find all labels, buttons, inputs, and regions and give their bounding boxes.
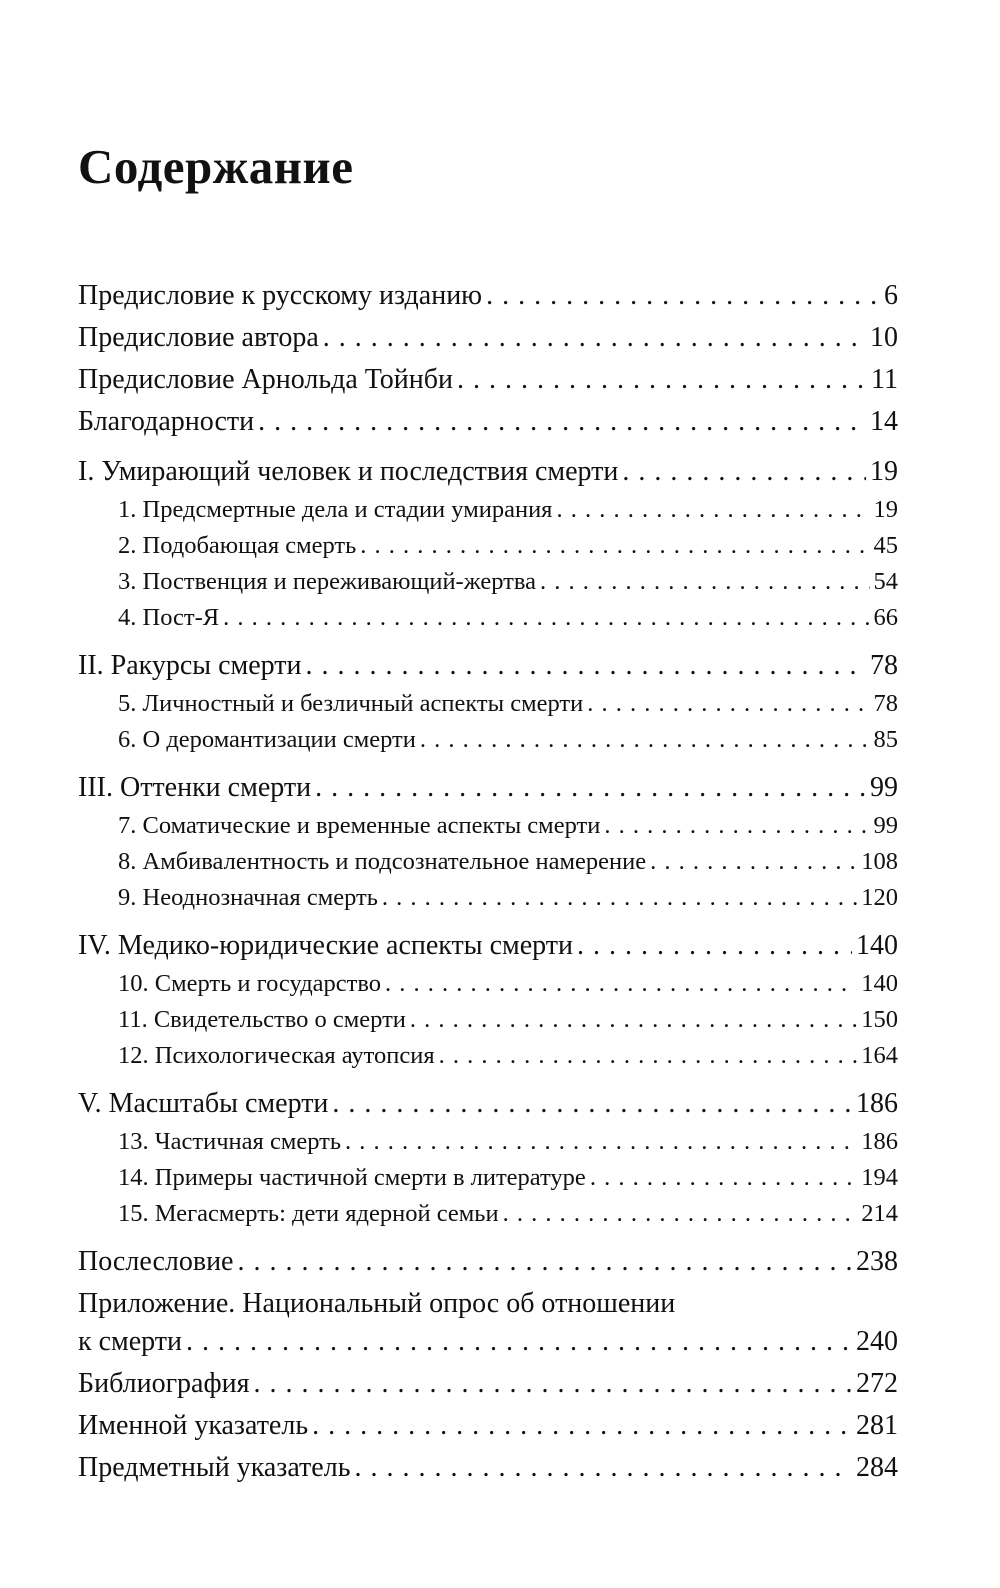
toc-chapter [78, 1128, 898, 1156]
leader-dots [254, 1368, 853, 1400]
toc-entry-label: I. Умирающий человек и последствия смерти [78, 456, 619, 487]
toc-entry-page: 272 [856, 1368, 898, 1399]
toc-chapter [78, 532, 898, 560]
toc-entry-page: 45 [873, 532, 898, 559]
toc-entry-label: Именной указатель [78, 1410, 309, 1441]
table-of-contents [78, 0, 898, 1588]
toc-part [78, 1088, 898, 1120]
leader-dots [420, 726, 870, 754]
toc-entry-page: 85 [873, 726, 898, 753]
toc-entry-page: 10 [870, 322, 898, 353]
toc-entry-page: 164 [861, 1042, 898, 1069]
leader-dots [237, 1246, 852, 1278]
leader-dots [540, 568, 870, 596]
toc-entry-page: 54 [873, 568, 898, 595]
toc-entry [78, 406, 898, 438]
toc-chapter [78, 604, 898, 632]
toc-entry-label: Предисловие Арнольда Тойнби [78, 364, 453, 395]
toc-entry-page: 99 [870, 772, 898, 803]
toc-part [78, 456, 898, 488]
toc-entry-page: 150 [861, 1006, 898, 1033]
toc-entry-label: 15. Мегасмерть: дети ядерной семьи [118, 1200, 499, 1227]
leader-dots [439, 1042, 858, 1070]
leader-dots [503, 1200, 858, 1228]
leader-dots [587, 690, 869, 718]
leader-dots [315, 772, 866, 804]
toc-entry-page: 238 [856, 1246, 898, 1277]
toc-part [78, 930, 898, 962]
toc-entry-page: 214 [861, 1200, 898, 1227]
toc-chapter [78, 1200, 898, 1228]
toc-chapter [78, 848, 898, 876]
leader-dots [650, 848, 857, 876]
leader-dots [385, 970, 857, 998]
toc-entry-label: 9. Неоднозначная смерть [118, 884, 378, 911]
toc-chapter [78, 1006, 898, 1034]
toc-entry-page: 240 [856, 1326, 898, 1357]
toc-entry-label: 10. Смерть и государство [118, 970, 382, 997]
toc-entry-label: II. Ракурсы смерти [78, 650, 302, 681]
toc-entry-page: 78 [870, 650, 898, 681]
toc-entry-label: 12. Психологическая аутопсия [118, 1042, 435, 1069]
toc-chapter [78, 812, 898, 840]
toc-entry-label: 14. Примеры частичной смерти в литературе [118, 1164, 586, 1191]
leader-dots [312, 1410, 852, 1442]
toc-entry-label: Библиография [78, 1368, 250, 1399]
toc-entry-page: 78 [873, 690, 898, 717]
toc-entry-label: 1. Предсмертные дела и стадии умирания [118, 496, 553, 523]
toc-entry-page: 140 [861, 970, 898, 997]
toc-entry-label: Послесловие [78, 1246, 234, 1277]
toc-entry-page: 281 [856, 1410, 898, 1441]
toc-entry-page: 186 [856, 1088, 898, 1119]
leader-dots [457, 364, 867, 396]
leader-dots [360, 532, 869, 560]
toc-entry [78, 1326, 898, 1358]
toc-entry-page: 66 [873, 604, 898, 631]
leader-dots [486, 280, 880, 312]
toc-entry-page: 194 [861, 1164, 898, 1191]
toc-entry [78, 1452, 898, 1484]
leader-dots [577, 930, 852, 962]
toc-chapter [78, 884, 898, 912]
toc-entry-label: III. Оттенки смерти [78, 772, 312, 803]
toc-entry [78, 280, 898, 312]
leader-dots [345, 1128, 857, 1156]
page-title: Содержание [78, 139, 354, 194]
leader-dots [306, 650, 866, 682]
toc-entry-label: Благодарности [78, 406, 255, 437]
toc-entry-label-first-line: Приложение. Национальный опрос об отношении [78, 1288, 676, 1319]
leader-dots [382, 884, 857, 912]
toc-entry-page: 11 [871, 364, 898, 395]
toc-entry [78, 1368, 898, 1400]
leader-dots [622, 456, 866, 488]
leader-dots [556, 496, 869, 524]
toc-entry-label: 3. Поственция и переживающий-жертва [118, 568, 536, 595]
toc-entry-label: 6. О деромантизации смерти [118, 726, 416, 753]
toc-entry [78, 322, 898, 354]
toc-entry [78, 1246, 898, 1278]
toc-chapter [78, 970, 898, 998]
toc-entry-label: 7. Соматические и временные аспекты смерти [118, 812, 601, 839]
toc-entry-page: 186 [861, 1128, 898, 1155]
toc-part [78, 772, 898, 804]
leader-dots [354, 1452, 852, 1484]
leader-dots [604, 812, 869, 840]
toc-entry-page: 19 [873, 496, 898, 523]
toc-entry-page: 108 [861, 848, 898, 875]
toc-entry-label: 11. Свидетельство о смерти [118, 1006, 406, 1033]
leader-dots [223, 604, 869, 632]
toc-entry-label: 5. Личностный и безличный аспекты смерти [118, 690, 584, 717]
toc-entry-page: 120 [861, 884, 898, 911]
toc-entry-label: 13. Частичная смерть [118, 1128, 342, 1155]
toc-entry-label: V. Масштабы смерти [78, 1088, 329, 1119]
leader-dots [323, 322, 866, 354]
leader-dots [410, 1006, 857, 1034]
toc-entry-page: 284 [856, 1452, 898, 1483]
leader-dots [186, 1326, 852, 1358]
toc-entry-label: IV. Медико-юридические аспекты смерти [78, 930, 574, 961]
toc-chapter [78, 726, 898, 754]
toc-part [78, 650, 898, 682]
toc-chapter [78, 496, 898, 524]
toc-entry-page: 6 [884, 280, 898, 311]
toc-entry-page: 99 [873, 812, 898, 839]
toc-entry-label: Предисловие к русскому изданию [78, 280, 483, 311]
toc-entry-page: 14 [870, 406, 898, 437]
leader-dots [590, 1164, 857, 1192]
toc-entry-label-continuation: к смерти [78, 1326, 183, 1357]
toc-chapter [78, 1042, 898, 1070]
toc-entry-label: Предисловие автора [78, 322, 319, 353]
toc-chapter [78, 690, 898, 718]
toc-entry-label: 8. Амбивалентность и подсознательное намерение [118, 848, 647, 875]
toc-entry-page: 19 [870, 456, 898, 487]
toc-entry-label: Предметный указатель [78, 1452, 351, 1483]
toc-entry [78, 364, 898, 396]
leader-dots [332, 1088, 852, 1120]
leader-dots [258, 406, 866, 438]
toc-entry-label: 4. Пост-Я [118, 604, 220, 631]
toc-entry-label: 2. Подобающая смерть [118, 532, 357, 559]
toc-entry-page: 140 [856, 930, 898, 961]
toc-chapter [78, 568, 898, 596]
toc-entry [78, 1410, 898, 1442]
toc-chapter [78, 1164, 898, 1192]
